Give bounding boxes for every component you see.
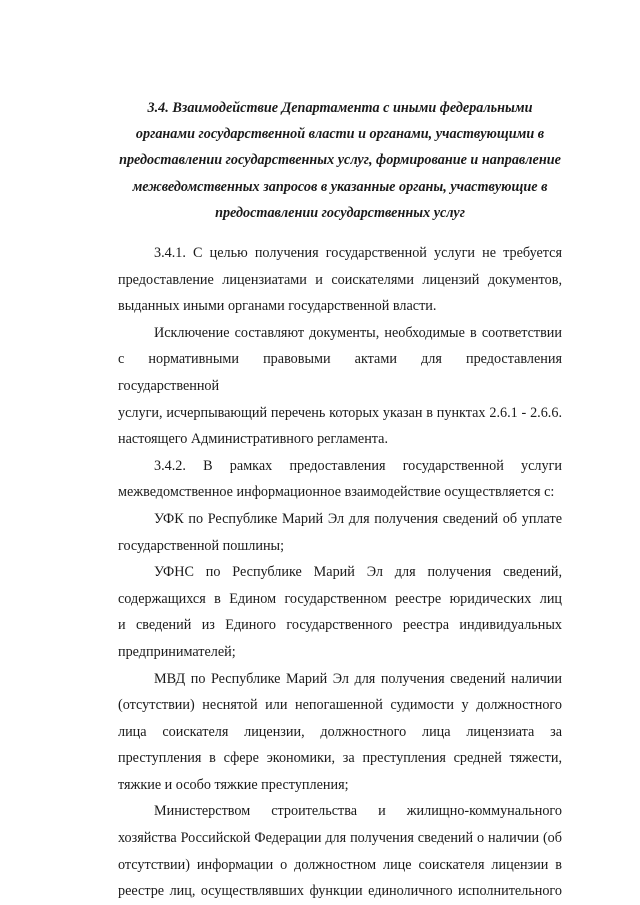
text-line: (отсутствии) неснятой или непогашенной судимости у должностного <box>118 697 562 714</box>
heading-line: 3.4. Взаимодействие Департамента с иными федеральными <box>147 100 533 116</box>
paragraph-minstroy <box>118 798 562 904</box>
paragraph-ufns <box>118 559 562 665</box>
text-line: предоставление лицензиатами и соискателями лицензий документов, <box>118 271 562 288</box>
text-line: с нормативными правовыми актами для предоставления государственной <box>118 351 562 394</box>
section-heading <box>118 95 562 226</box>
text-line: государственной пошлины; <box>118 537 285 554</box>
text-line: преступления в сфере экономики, за преступления средней тяжести, <box>118 750 562 767</box>
text-line: УФК по Республике Марий Эл для получения сведений об уплате <box>154 510 562 527</box>
text-line: и сведений из Единого государственного реестра индивидуальных <box>118 617 562 634</box>
text-line: отсутствии) информации о должностном лице соискателя лицензии в <box>118 856 562 873</box>
text-line: настоящего Административного регламента. <box>118 431 389 448</box>
text-line: хозяйства Российской Федерации для получения сведений о наличии (об <box>118 830 562 847</box>
paragraph-exception <box>118 320 562 453</box>
text-line: 3.4.2. В рамках предоставления государственной услуги <box>154 457 562 474</box>
text-line: реестре лиц, осуществлявших функции единоличного исполнительного <box>118 883 562 900</box>
text-line: тяжкие и особо тяжкие преступления; <box>118 776 349 793</box>
paragraph-ufk <box>118 506 562 559</box>
text-line: лица соискателя лицензии, должностного лица лицензиата за <box>118 723 562 740</box>
paragraph-3-4-2 <box>118 453 562 506</box>
text-line: предпринимателей; <box>118 643 236 660</box>
heading-line: предоставлении государственных услуг, формирование и направление <box>119 152 561 169</box>
heading-line: органами государственной власти и органами, участвующими в <box>135 126 545 143</box>
heading-line: предоставлении государственных услуг <box>215 204 465 221</box>
text-line: МВД по Республике Марий Эл для получения сведений наличии <box>154 670 562 687</box>
paragraph-3-4-1 <box>118 240 562 320</box>
heading-line: межведомственных запросов в указанные органы, участвующие в <box>132 178 548 195</box>
document-body <box>118 240 562 905</box>
text-line: Министерством строительства и жилищно-коммунального <box>154 803 562 820</box>
text-line: УФНС по Республике Марий Эл для получения сведений, <box>154 564 562 581</box>
text-line: межведомственное информационное взаимодействие осуществляется с: <box>118 484 555 501</box>
text-line: услуги, исчерпывающий перечень которых указан в пунктах 2.6.1 - 2.6.6. <box>118 404 562 421</box>
text-line: выданных иными органами государственной власти. <box>118 298 437 315</box>
text-line: содержащихся в Едином государственном реестре юридических лиц <box>118 590 562 607</box>
text-line: Исключение составляют документы, необходимые в соответствии <box>154 324 562 341</box>
text-line: 3.4.1. С целью получения государственной услуги не требуется <box>154 245 562 261</box>
paragraph-mvd <box>118 666 562 799</box>
